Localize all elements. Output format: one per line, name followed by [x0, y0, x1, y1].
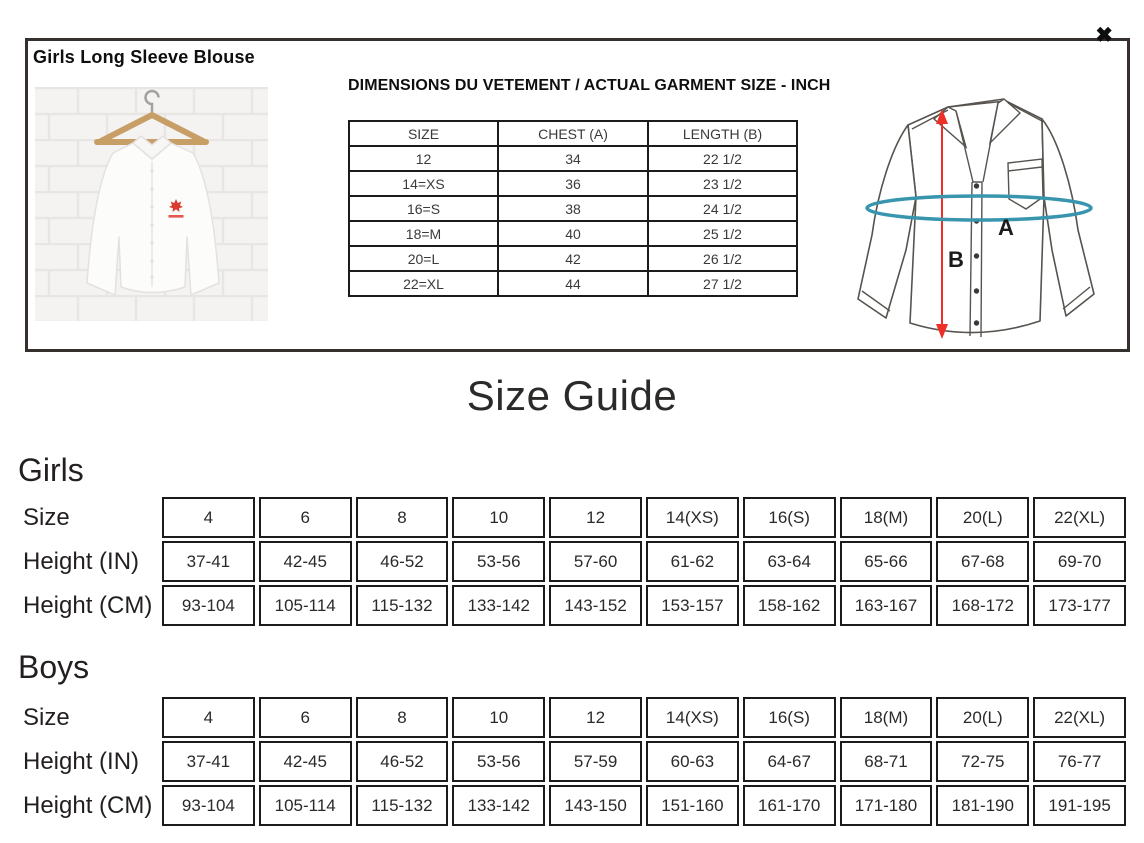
table-row — [18, 697, 1126, 738]
row-label-size: Size — [18, 497, 158, 538]
height-in-cell: 53-56 — [452, 741, 545, 782]
height-in-cell: 46-52 — [356, 541, 449, 582]
dim-header-chest: CHEST (A) — [498, 121, 648, 146]
garment-diagram — [846, 85, 1108, 347]
height-cm-cell: 105-114 — [259, 785, 352, 826]
table-row — [349, 146, 797, 171]
dim-cell: 44 — [498, 271, 648, 296]
size-cell: 14(XS) — [646, 497, 739, 538]
height-cm-cell: 115-132 — [356, 585, 449, 626]
table-row — [18, 785, 1126, 826]
table-row — [349, 121, 797, 146]
height-in-cell: 53-56 — [452, 541, 545, 582]
table-row — [18, 741, 1126, 782]
height-in-cell: 61-62 — [646, 541, 739, 582]
height-cm-cell: 151-160 — [646, 785, 739, 826]
height-in-cell: 46-52 — [356, 741, 449, 782]
table-row — [349, 246, 797, 271]
size-cell: 14(XS) — [646, 697, 739, 738]
dim-cell: 23 1/2 — [648, 171, 797, 196]
girls-heading: Girls — [18, 452, 84, 488]
height-cm-cell: 133-142 — [452, 585, 545, 626]
dim-cell: 42 — [498, 246, 648, 271]
height-cm-cell: 115-132 — [356, 785, 449, 826]
dim-cell: 20=L — [349, 246, 498, 271]
height-in-cell: 76-77 — [1033, 741, 1126, 782]
height-cm-cell: 173-177 — [1033, 585, 1126, 626]
table-row — [349, 271, 797, 296]
size-cell: 4 — [162, 497, 255, 538]
size-cell: 10 — [452, 497, 545, 538]
height-cm-cell: 161-170 — [743, 785, 836, 826]
chest-label: A — [998, 215, 1014, 240]
size-cell: 16(S) — [743, 497, 836, 538]
height-cm-cell: 143-150 — [549, 785, 642, 826]
height-in-cell: 57-60 — [549, 541, 642, 582]
height-cm-cell: 168-172 — [936, 585, 1029, 626]
size-cell: 8 — [356, 497, 449, 538]
height-in-cell: 37-41 — [162, 741, 255, 782]
table-row — [18, 585, 1126, 626]
close-icon[interactable]: ✖ — [1095, 24, 1113, 47]
dim-cell: 14=XS — [349, 171, 498, 196]
height-in-cell: 60-63 — [646, 741, 739, 782]
size-cell: 6 — [259, 697, 352, 738]
table-row — [18, 541, 1126, 582]
garment-diagram-illustration — [846, 85, 1108, 347]
size-cell: 12 — [549, 497, 642, 538]
dim-cell: 25 1/2 — [648, 221, 797, 246]
dim-cell: 38 — [498, 196, 648, 221]
size-cell: 10 — [452, 697, 545, 738]
height-cm-cell: 163-167 — [840, 585, 933, 626]
dim-cell: 18=M — [349, 221, 498, 246]
row-label-height-in: Height (IN) — [18, 741, 158, 782]
size-cell: 18(M) — [840, 697, 933, 738]
size-cell: 6 — [259, 497, 352, 538]
dim-cell: 27 1/2 — [648, 271, 797, 296]
height-cm-cell: 133-142 — [452, 785, 545, 826]
height-cm-cell: 143-152 — [549, 585, 642, 626]
table-row — [349, 221, 797, 246]
dim-cell: 36 — [498, 171, 648, 196]
size-cell: 4 — [162, 697, 255, 738]
product-info-panel — [25, 24, 1130, 352]
height-in-cell: 57-59 — [549, 741, 642, 782]
dim-cell: 12 — [349, 146, 498, 171]
height-in-cell: 65-66 — [840, 541, 933, 582]
page-title: Size Guide — [466, 372, 678, 419]
height-cm-cell: 181-190 — [936, 785, 1029, 826]
length-label: B — [948, 247, 964, 272]
table-row — [349, 171, 797, 196]
row-label-height-cm: Height (CM) — [18, 585, 158, 626]
height-in-cell: 63-64 — [743, 541, 836, 582]
height-cm-cell: 171-180 — [840, 785, 933, 826]
row-label-height-cm: Height (CM) — [18, 785, 158, 826]
dim-cell: 16=S — [349, 196, 498, 221]
height-in-cell: 67-68 — [936, 541, 1029, 582]
height-cm-cell: 93-104 — [162, 585, 255, 626]
dim-cell: 22 1/2 — [648, 146, 797, 171]
dim-header-size: SIZE — [349, 121, 498, 146]
height-cm-cell: 105-114 — [259, 585, 352, 626]
height-in-cell: 72-75 — [936, 741, 1029, 782]
dim-header-length: LENGTH (B) — [648, 121, 797, 146]
height-cm-cell: 191-195 — [1033, 785, 1126, 826]
height-in-cell: 64-67 — [743, 741, 836, 782]
table-row — [349, 196, 797, 221]
garment-dimensions-table — [348, 120, 798, 297]
dimensions-heading: DIMENSIONS DU VETEMENT / ACTUAL GARMENT SIZE - INCH — [348, 77, 831, 94]
height-in-cell: 42-45 — [259, 741, 352, 782]
size-cell: 18(M) — [840, 497, 933, 538]
table-row — [18, 497, 1126, 538]
boys-size-table — [14, 694, 1130, 829]
size-cell: 8 — [356, 697, 449, 738]
height-in-cell: 69-70 — [1033, 541, 1126, 582]
dim-cell: 26 1/2 — [648, 246, 797, 271]
dim-cell: 24 1/2 — [648, 196, 797, 221]
dim-cell: 34 — [498, 146, 648, 171]
row-label-height-in: Height (IN) — [18, 541, 158, 582]
height-in-cell: 37-41 — [162, 541, 255, 582]
height-in-cell: 68-71 — [840, 741, 933, 782]
girls-size-table — [14, 494, 1130, 629]
dim-cell: 22=XL — [349, 271, 498, 296]
size-cell: 20(L) — [936, 497, 1029, 538]
height-cm-cell: 93-104 — [162, 785, 255, 826]
size-cell: 20(L) — [936, 697, 1029, 738]
product-title: Girls Long Sleeve Blouse — [33, 47, 255, 67]
boys-heading: Boys — [18, 649, 90, 685]
product-photo — [35, 87, 268, 321]
height-cm-cell: 158-162 — [743, 585, 836, 626]
product-photo-illustration — [35, 87, 268, 321]
size-cell: 22(XL) — [1033, 497, 1126, 538]
dim-cell: 40 — [498, 221, 648, 246]
size-cell: 22(XL) — [1033, 697, 1126, 738]
row-label-size: Size — [18, 697, 158, 738]
size-cell: 16(S) — [743, 697, 836, 738]
height-cm-cell: 153-157 — [646, 585, 739, 626]
height-in-cell: 42-45 — [259, 541, 352, 582]
size-cell: 12 — [549, 697, 642, 738]
